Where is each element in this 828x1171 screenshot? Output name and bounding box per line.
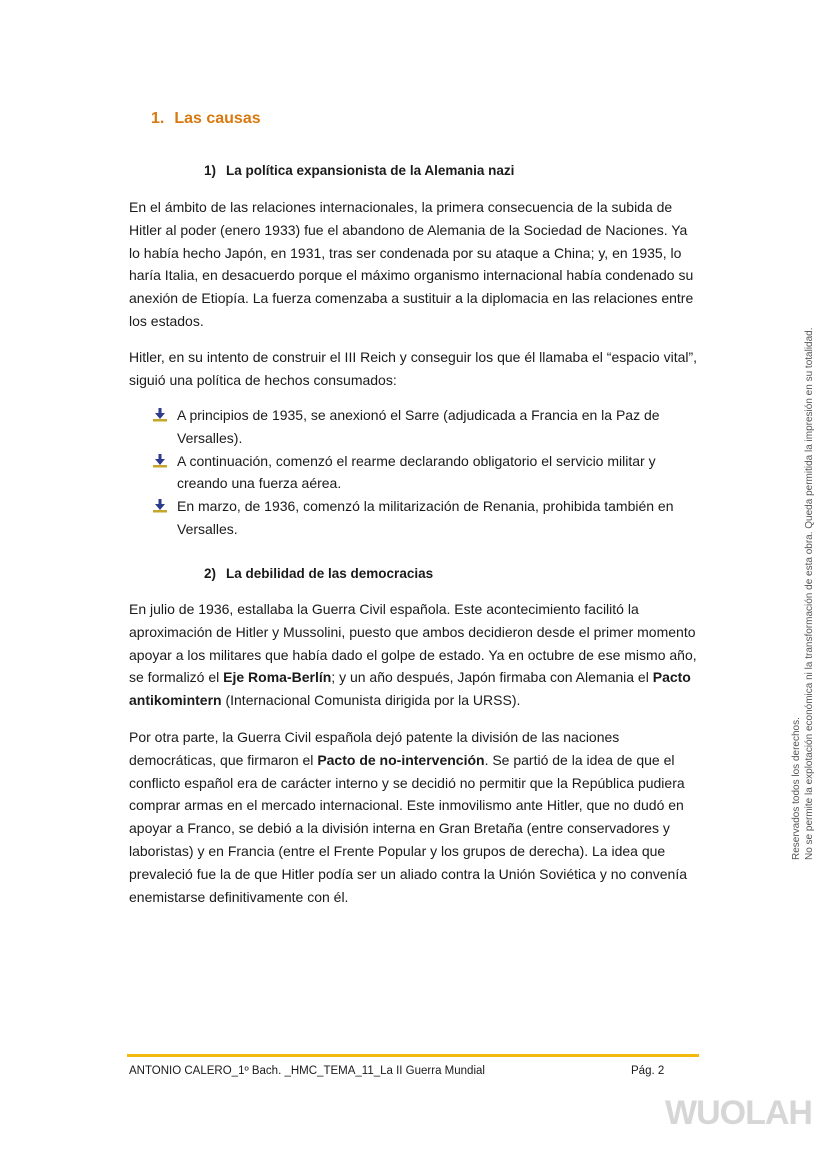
wuolah-logo: WUOLAH [665,1094,812,1132]
copyright-line-2: No se permite la explotación económica ni la transformación de esta obra. Queda permitida la impresión en su totalidad. [804,327,815,860]
list-item [153,404,703,450]
paragraph-3-text-d: (Internacional Comunista dirigida por la URSS). [221,692,521,709]
subsection-heading-1 [204,163,514,178]
footer-author-title: ANTONIO CALERO_1º Bach. _HMC_TEMA_11_La II Guerra Mundial [129,1065,485,1077]
bullet-text-2: A continuación, comenzó el rearme declarando obligatorio el servicio militar y creando una fuerza aérea. [177,452,656,492]
footer-rule [127,1054,699,1057]
subsection-title-2: La debilidad de las democracias [226,566,434,581]
paragraph-1: En el ámbito de las relaciones internacionales, la primera consecuencia de la subida de Hitler al poder (enero 1933) fue el abandono de Alemania de la Sociedad de Naciones. Ya lo había hecho Japón, en 1931, tras ser condenada por su ataque a China; y, en 1935, lo haría Italia, en desacuerdo porque el máximo organismo internacional había condenado su anexión de Etiopía. La fuerza comenzaba a sustituir a la diplomacia en las relaciones entre los estados. [129,199,694,329]
bullet-list [153,404,703,541]
paragraph-4 [129,726,699,908]
paragraph-3-text-a: En julio de 1936, estallaba la Guerra Civil española. Este acontecimiento facilitó la aproximación de Hitler y Mussolini, puesto que ambos decidieron desde el primer momento apoyar a los militares que había dado el golpe de estado. Ya en octubre de ese mismo año, se formalizó el [129,601,697,686]
paragraph-4-text-c: . Se partió de la idea de que el conflicto español era de carácter interno y se decidió no permitir que la República pudiera comprar armas en el mercado internacional. Este inmovilismo ante Hitler, que no dudó en apoyar a Franco, se debió a la división interna en Gran Bretaña (entre conservadores y laboristas) y en Francia (entre el Frente Popular y los grupos de derecha). La idea que prevaleció fue la de que Hitler podía ser un aliado contra la Unión Soviética y no convenía enemistarse definitivamente con él. [129,751,688,905]
bullet-text-3: En marzo, de 1936, comenzó la militarización de Renania, prohibida también en Versalles. [177,498,674,537]
list-item [153,495,703,541]
section-heading [151,110,261,128]
bullet-text-1: A principios de 1935, se anexionó el Sarre (adjudicada a Francia en la Paz de Versalles). [177,407,660,446]
subsection-number-1: 1) [204,163,217,178]
arrow-down-bullet-icon [153,408,167,422]
paragraph-3-text-c: ; y un año después, Japón firmaba con Alemania el [331,669,653,686]
paragraph-3 [129,598,699,712]
list-item [153,450,703,496]
arrow-down-bullet-icon [153,454,167,468]
bold-eje-roma-berlin: Eje Roma-Berlín [223,669,332,686]
paragraph-2: Hitler, en su intento de construir el III Reich y conseguir los que él llamaba el “espacio vital”, siguió una política de hechos consumados: [129,349,698,388]
arrow-down-bullet-icon [153,499,167,513]
subsection-title-1: La política expansionista de la Alemania nazi [226,163,515,178]
section-number: 1. [151,110,165,127]
section-title: Las causas [174,110,261,127]
bold-pacto-antikomintern: Pacto antikomintern [129,669,691,709]
paragraph-4-text-a: Por otra parte, la Guerra Civil española dejó patente la división de las naciones democráticas, que firmaron el [129,729,620,768]
copyright-line-1: Reservados todos los derechos. [791,717,802,860]
bold-pacto-no-intervencion: Pacto de no-intervención [317,751,485,768]
subsection-heading-2 [204,566,433,581]
subsection-number-2: 2) [204,566,217,581]
footer-page-number: Pág. 2 [631,1065,665,1077]
copyright-side-note [790,260,816,860]
